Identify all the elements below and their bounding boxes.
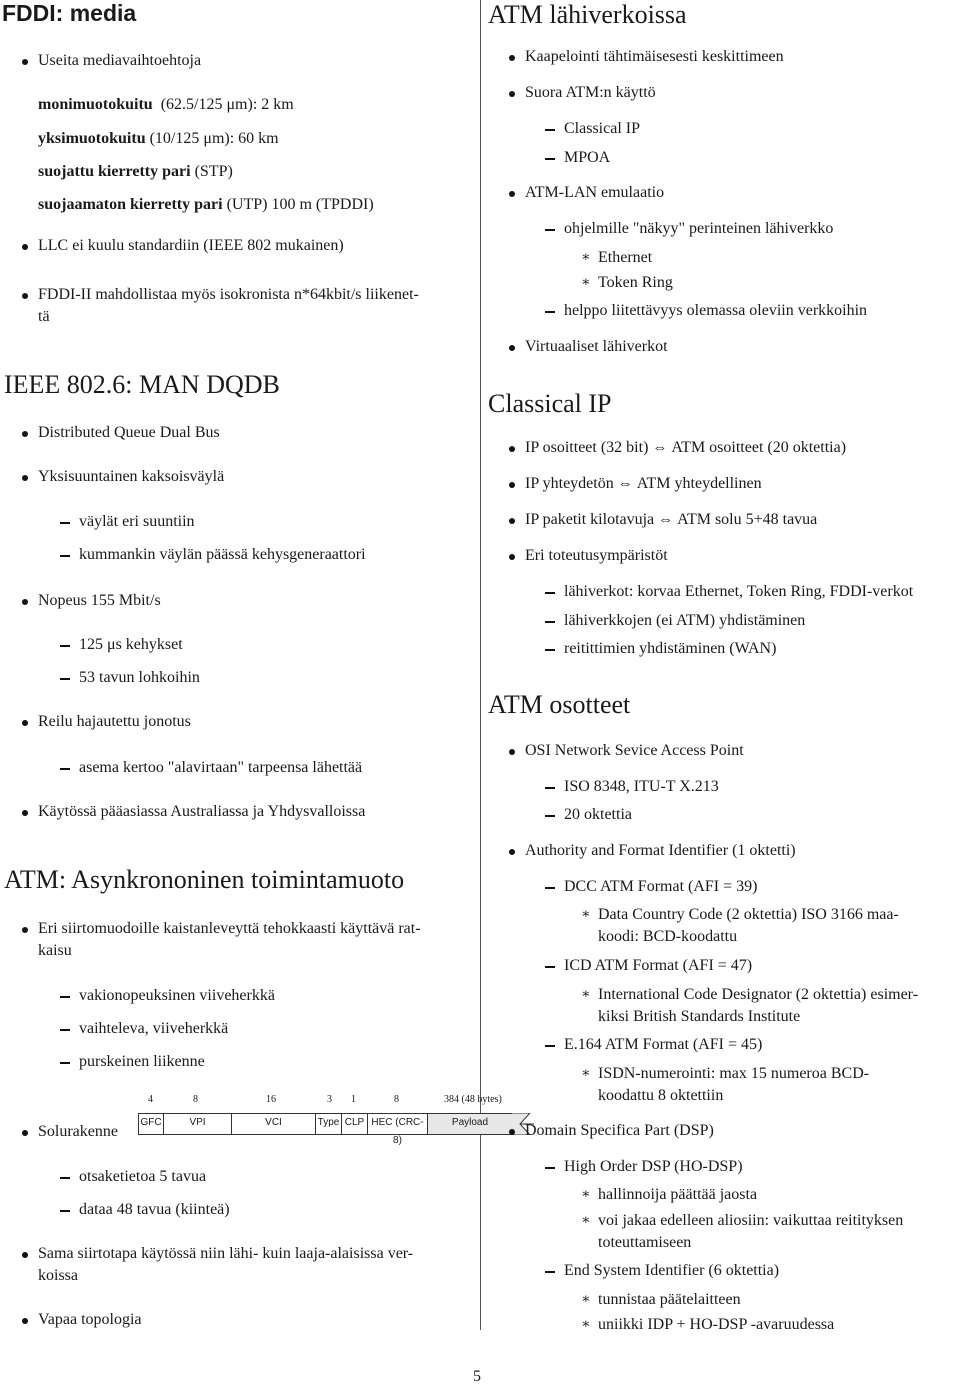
sub-bullet: 125 μs kehykset (79, 634, 183, 656)
bullet-dsp: Domain Specifica Part (DSP) (525, 1120, 714, 1142)
section-title-atm-lan: ATM lähiverkoissa (488, 0, 687, 29)
sub-bullet: Classical IP (564, 118, 640, 140)
media-term: yksimuotokuitu (38, 130, 146, 147)
bullet-fddi-ii (38, 284, 419, 328)
sub-bullet: väylät eri suuntiin (79, 511, 195, 533)
bullet-usage: Käytössä pääasiassa Australiassa ja Yhdysvalloissa (38, 801, 365, 823)
sub-bullet: lähiverkot: korvaa Ethernet, Token Ring, FDDI-verkot (564, 581, 913, 603)
bullet-line: FDDI-II mahdollistaa myös isokronista n*64kbit/s liikenet- (38, 286, 419, 303)
bullet-dual-bus: Yksisuuntainen kaksoisväylä (38, 466, 224, 488)
sub-bullet: 20 oktettia (564, 804, 632, 826)
field-size: 8 (193, 1094, 198, 1105)
cell-field-type: Type (315, 1113, 342, 1135)
sub-bullet: purskeinen liikenne (79, 1051, 205, 1073)
bullet-nsap: OSI Network Sevice Access Point (525, 740, 744, 762)
bullet-line: kiksi British Standards Institute (598, 1008, 801, 1025)
bullet-line: ∗ ISDN-numerointi: max 15 numeroa BCD- (598, 1065, 870, 1082)
bullet-line: ∗ voi jakaa edelleen aliosiin: vaikuttaa reitityksen (598, 1212, 904, 1229)
section-title-classical-ip: Classical IP (488, 389, 612, 418)
bullet-speed: Nopeus 155 Mbit/s (38, 590, 161, 612)
media-item (38, 128, 279, 150)
bullet-line: koodi: BCD-koodattu (598, 928, 738, 945)
media-item (38, 161, 233, 183)
atm-cell-diagram (138, 1094, 538, 1146)
bullet-line: ∗ International Code Designator (2 oktettia) esimer- (598, 986, 919, 1003)
field-size: 1 (351, 1094, 356, 1105)
cell-field-gfc: GFC (138, 1113, 164, 1135)
bullet-addresses (525, 437, 846, 459)
sub-bullet: vaihteleva, viiveherkkä (79, 1018, 228, 1040)
section-title-fddi: FDDI: media (2, 0, 137, 26)
media-term: suojaamaton kierretty pari (38, 196, 223, 213)
bullet-lan-emulation: ATM-LAN emulaatio (525, 182, 664, 204)
sub-bullet: End System Identifier (6 oktettia) (564, 1260, 779, 1282)
bullet-bandwidth (38, 918, 421, 962)
bullet-line: ∗ Data Country Code (2 oktettia) ISO 3166 maa- (598, 906, 899, 923)
sub-bullet: E.164 ATM Format (AFI = 45) (564, 1034, 762, 1056)
double-arrow-icon: ⇔ (658, 512, 674, 528)
sub-sub-bullet: ∗ hallinnoija päättää jaosta (598, 1184, 757, 1206)
ip-side: IP osoitteet (32 bit) (525, 439, 649, 456)
cell-field-hec: HEC (CRC-8) (367, 1113, 428, 1135)
bullet-line: tä (38, 308, 50, 325)
atm-side: ATM osoitteet (20 oktettia) (671, 439, 847, 456)
bullet-dqdb: Distributed Queue Dual Bus (38, 422, 220, 444)
ip-side: IP paketit kilotavuja (525, 511, 655, 528)
media-term: monimuotokuitu (38, 96, 153, 113)
section-title-atm-addresses: ATM osotteet (488, 690, 631, 719)
field-size: 16 (266, 1094, 276, 1105)
sub-bullet: ISO 8348, ITU-T X.213 (564, 776, 719, 798)
atm-side: ATM yhteydellinen (636, 475, 762, 492)
media-item (38, 94, 294, 116)
media-desc: (62.5/125 μm): 2 km (160, 96, 294, 113)
sub-bullet: 53 tavun lohkoihin (79, 667, 200, 689)
sub-sub-bullet: ∗ uniikki IDP + HO-DSP -avaruudessa (598, 1314, 834, 1336)
sub-sub-bullet (598, 904, 954, 948)
bullet-media-options: Useita mediavaihtoehtoja (38, 50, 201, 72)
bullet-connection (525, 473, 762, 495)
sub-bullet: dataa 48 tavua (kiinteä) (79, 1199, 230, 1221)
bullet-line: Sama siirtotapa käytössä niin lähi- kuin laaja-alaisissa ver- (38, 1245, 414, 1262)
sub-bullet: otsaketietoa 5 tavua (79, 1166, 206, 1188)
page-number: 5 (473, 1368, 481, 1385)
bullet-cell-structure: Solurakenne (38, 1121, 118, 1143)
sub-sub-bullet: ∗ Token Ring (598, 272, 673, 294)
section-title-atm: ATM: Asynkrononinen toimintamuoto (4, 865, 405, 894)
sub-sub-bullet: ∗ Ethernet (598, 247, 652, 269)
ip-side: IP yhteydetön (525, 475, 614, 492)
sub-bullet: lähiverkkojen (ei ATM) yhdistäminen (564, 610, 805, 632)
bullet-lan-wan (38, 1243, 413, 1287)
cell-field-payload: Payload (427, 1113, 513, 1135)
bullet-environments: Eri toteutusympäristöt (525, 545, 668, 567)
sub-bullet: helppo liitettävyys olemassa oleviin verkkoihin (564, 300, 867, 322)
bullet-line: kaisu (38, 942, 72, 959)
bullet-queueing: Reilu hajautettu jonotus (38, 711, 191, 733)
sub-bullet: reitittimien yhdistäminen (WAN) (564, 638, 776, 660)
field-size: 8 (394, 1094, 399, 1105)
cell-field-vpi: VPI (163, 1113, 232, 1135)
bullet-line: koissa (38, 1267, 78, 1284)
bullet-line: Eri siirtomuodoille kaistanleveyttä tehokkaasti käyttävä rat- (38, 920, 421, 937)
sub-bullet: High Order DSP (HO-DSP) (564, 1156, 743, 1178)
media-desc: (UTP) 100 m (TPDDI) (226, 196, 374, 213)
sub-sub-bullet (598, 1210, 954, 1254)
bullet-vlan: Virtuaaliset lähiverkot (525, 336, 668, 358)
sub-bullet: asema kertoo "alavirtaan" tarpeensa lähettää (79, 757, 362, 779)
bullet-packets (525, 509, 817, 531)
cell-field-clp: CLP (341, 1113, 368, 1135)
media-item (38, 194, 374, 216)
field-size: 3 (327, 1094, 332, 1105)
sub-sub-bullet (598, 1063, 954, 1107)
bullet-line: toteuttamiseen (598, 1234, 692, 1251)
sub-bullet: kummankin väylän päässä kehysgeneraattori (79, 544, 366, 566)
sub-bullet: MPOA (564, 147, 610, 169)
bullet-line: koodattu 8 oktettiin (598, 1087, 724, 1104)
cell-field-vci: VCI (231, 1113, 316, 1135)
double-arrow-icon: ⇔ (617, 476, 633, 492)
sub-sub-bullet (598, 984, 954, 1028)
bullet-llc: LLC ei kuulu standardiin (IEEE 802 mukainen) (38, 235, 344, 257)
field-size: 4 (148, 1094, 153, 1105)
sub-bullet: DCC ATM Format (AFI = 39) (564, 876, 757, 898)
field-size: 384 (48 bytes) (444, 1094, 502, 1105)
bullet-afi: Authority and Format Identifier (1 oktetti) (525, 840, 796, 862)
sub-bullet: ohjelmille "näkyy" perinteinen lähiverkko (564, 218, 833, 240)
section-title-ieee: IEEE 802.6: MAN DQDB (4, 370, 280, 399)
bullet-topology: Vapaa topologia (38, 1309, 142, 1331)
atm-side: ATM solu 5+48 tavua (677, 511, 818, 528)
media-term: suojattu kierretty pari (38, 163, 191, 180)
double-arrow-icon: ⇔ (652, 440, 668, 456)
media-desc: (STP) (194, 163, 233, 180)
bullet-cabling: Kaapelointi tähtimäisesesti keskittimeen (525, 46, 784, 68)
bullet-direct-atm: Suora ATM:n käyttö (525, 82, 656, 104)
sub-bullet: ICD ATM Format (AFI = 47) (564, 955, 752, 977)
sub-bullet: vakionopeuksinen viiveherkkä (79, 985, 275, 1007)
sub-sub-bullet: ∗ tunnistaa päätelaitteen (598, 1289, 741, 1311)
media-desc: (10/125 μm): 60 km (149, 130, 279, 147)
